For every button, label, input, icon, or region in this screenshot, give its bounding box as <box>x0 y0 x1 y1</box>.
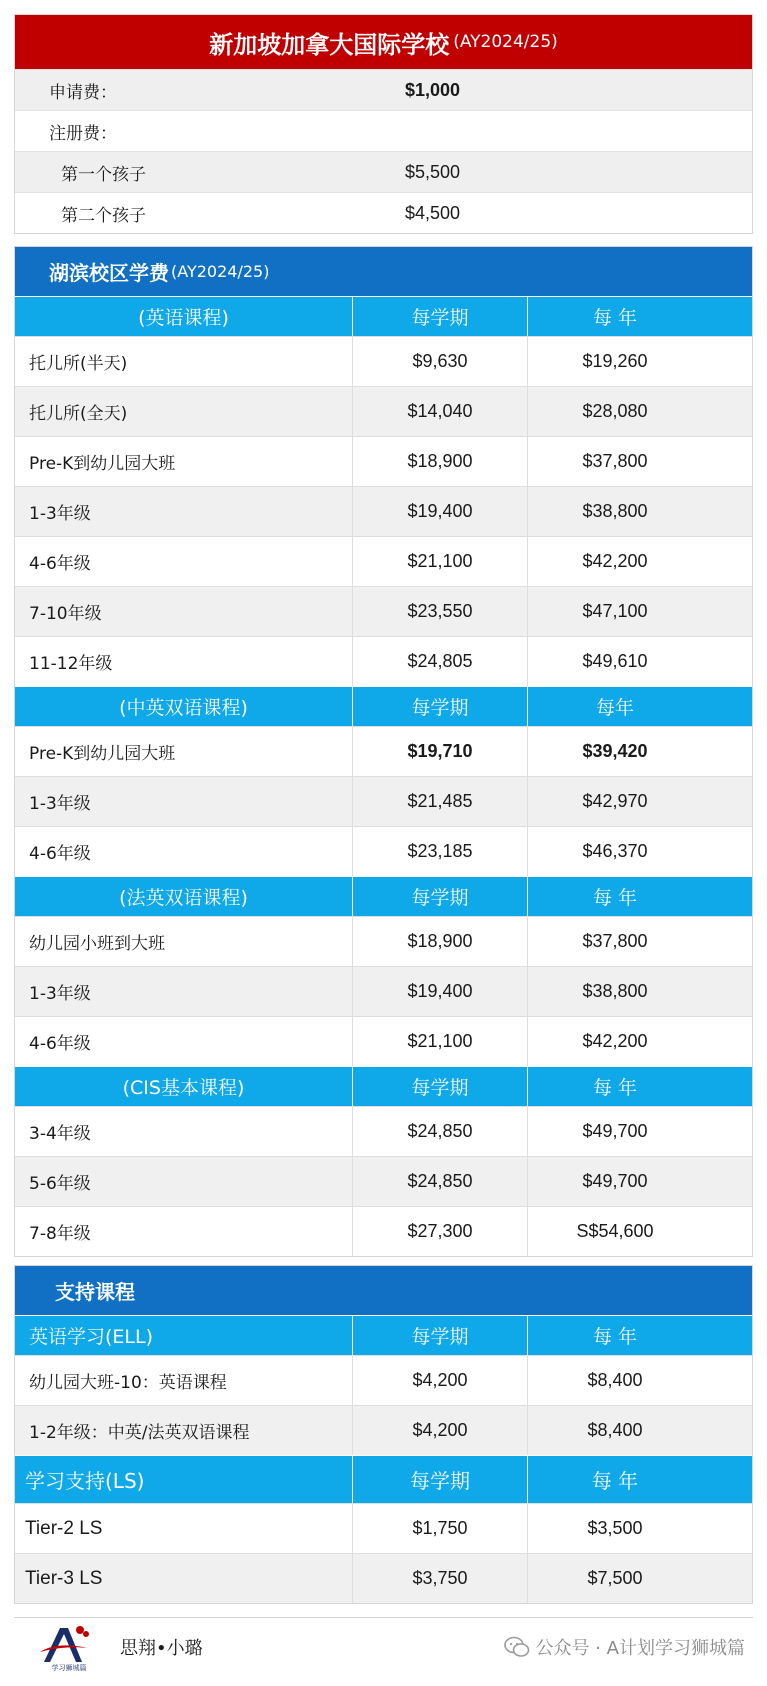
annual-fee: $38,800 <box>582 501 648 521</box>
grade-label: 托儿所(半天) <box>15 337 353 386</box>
semester-fee: $9,630 <box>353 337 528 386</box>
table-row <box>15 1355 752 1405</box>
table-header-chinese-english <box>15 686 752 726</box>
annual-fee: S$54,600 <box>576 1221 654 1241</box>
annual-fee: $39,420 <box>582 741 648 761</box>
table-body-cis-core <box>15 1106 752 1256</box>
table-header-ell <box>15 1315 752 1355</box>
column-per-year: 每 年 <box>592 887 638 909</box>
fee-row-second-child <box>15 192 752 233</box>
annual-fee: $49,700 <box>582 1121 648 1141</box>
fee-row-registration <box>15 110 752 151</box>
table-body-ls <box>15 1503 752 1603</box>
table-body-french-english <box>15 916 752 1066</box>
table-row <box>15 1553 752 1603</box>
table-row <box>15 486 752 536</box>
column-per-year: 每 年 <box>592 307 638 329</box>
tier-label: Tier-3 LS <box>15 1554 353 1603</box>
semester-fee: $23,185 <box>353 827 528 876</box>
table-row <box>15 636 752 686</box>
table-row <box>15 386 752 436</box>
column-per-semester: 每学期 <box>353 687 528 726</box>
table-row <box>15 1503 752 1553</box>
fee-list <box>15 69 752 233</box>
semester-fee: $3,750 <box>353 1554 528 1603</box>
fee-row-application <box>15 69 752 110</box>
semester-fee: $27,300 <box>353 1207 528 1256</box>
semester-fee: $21,100 <box>353 537 528 586</box>
annual-fee: $28,080 <box>582 401 648 421</box>
watermark-text: 公众号 · A计划学习狮城篇 <box>535 1637 745 1659</box>
grade-label: 7-10年级 <box>15 587 353 636</box>
annual-fee: $42,200 <box>582 551 648 571</box>
tier-label: Tier-2 LS <box>15 1504 353 1553</box>
footer <box>14 1617 753 1675</box>
semester-fee: $24,805 <box>353 637 528 686</box>
program-name: (CIS基本课程) <box>15 1067 353 1106</box>
program-name: 学习支持(LS) <box>15 1456 353 1503</box>
grade-label: 5-6年级 <box>15 1157 353 1206</box>
table-row <box>15 726 752 776</box>
annual-fee: $42,200 <box>582 1031 648 1051</box>
semester-fee: $18,900 <box>353 437 528 486</box>
semester-fee: $1,750 <box>353 1504 528 1553</box>
column-per-semester: 每学期 <box>353 1316 528 1355</box>
semester-fee: $4,200 <box>353 1406 528 1455</box>
semester-fee: $14,040 <box>353 387 528 436</box>
table-row <box>15 1405 752 1455</box>
fee-row-first-child <box>15 151 752 192</box>
table-header-cis-core <box>15 1066 752 1106</box>
column-per-semester: 每学期 <box>353 877 528 916</box>
table-row <box>15 916 752 966</box>
watermark <box>504 1634 745 1660</box>
grade-label: 1-3年级 <box>15 777 353 826</box>
grade-label: 幼儿园大班-10：英语课程 <box>15 1356 353 1405</box>
school-fee-block <box>14 14 753 234</box>
table-row <box>15 966 752 1016</box>
fee-label: 第二个孩子 <box>61 205 146 226</box>
table-row <box>15 1206 752 1256</box>
grade-label: 4-6年级 <box>15 537 353 586</box>
grade-label: 1-3年级 <box>15 487 353 536</box>
grade-label: 托儿所(全天) <box>15 387 353 436</box>
semester-fee: $21,485 <box>353 777 528 826</box>
annual-fee: $42,970 <box>582 791 648 811</box>
school-title-bar <box>15 15 752 69</box>
annual-fee: $8,400 <box>587 1420 643 1440</box>
table-row <box>15 776 752 826</box>
annual-fee: $7,500 <box>587 1568 643 1588</box>
brand-logo <box>36 1622 102 1672</box>
grade-label: 1-2年级：中英/法英双语课程 <box>15 1406 353 1455</box>
program-name: (中英双语课程) <box>15 687 353 726</box>
table-row <box>15 586 752 636</box>
column-per-year: 每 年 <box>592 1077 638 1099</box>
grade-label: 4-6年级 <box>15 1017 353 1066</box>
semester-fee: $18,900 <box>353 917 528 966</box>
semester-fee: $4,200 <box>353 1356 528 1405</box>
logo-a-mark-icon <box>36 1622 102 1672</box>
campus-title-bar <box>15 247 752 296</box>
table-row <box>15 1156 752 1206</box>
fee-label: 第一个孩子 <box>61 164 146 185</box>
annual-fee: $37,800 <box>582 451 648 471</box>
campus-title-year: (AY2024/25) <box>171 262 270 281</box>
table-body-english <box>15 336 752 686</box>
wechat-icon <box>504 1636 530 1658</box>
program-name: (英语课程) <box>15 297 353 336</box>
column-per-semester: 每学期 <box>353 1067 528 1106</box>
school-title: 新加坡加拿大国际学校 <box>209 30 450 59</box>
column-per-year: 每 年 <box>591 1469 639 1493</box>
support-title: 支持课程 <box>55 1280 135 1304</box>
table-row <box>15 536 752 586</box>
program-name: (法英双语课程) <box>15 877 353 916</box>
table-body-chinese-english <box>15 726 752 876</box>
table-row <box>15 1016 752 1066</box>
annual-fee: $49,700 <box>582 1171 648 1191</box>
fee-label: 注册费： <box>49 123 117 144</box>
school-title-year: (AY2024/25) <box>453 32 558 52</box>
campus-tuition-block <box>14 246 753 1257</box>
semester-fee: $24,850 <box>353 1107 528 1156</box>
column-per-semester: 每学期 <box>353 1456 528 1503</box>
semester-fee: $24,850 <box>353 1157 528 1206</box>
campus-title: 湖滨校区学费 <box>49 261 169 285</box>
grade-label: 幼儿园小班到大班 <box>15 917 353 966</box>
author-signature: 思翔•小璐 <box>120 1637 203 1659</box>
fee-value: $4,500 <box>405 202 461 223</box>
table-header-french-english <box>15 876 752 916</box>
support-programs-block <box>14 1265 753 1604</box>
table-row <box>15 1106 752 1156</box>
annual-fee: $8,400 <box>587 1370 643 1390</box>
column-per-semester: 每学期 <box>353 297 528 336</box>
table-row <box>15 336 752 386</box>
table-body-ell <box>15 1355 752 1455</box>
grade-label: Pre-K到幼儿园大班 <box>15 437 353 486</box>
annual-fee: $19,260 <box>582 351 648 371</box>
logo-caption: 学习狮城篇 <box>51 1663 87 1672</box>
annual-fee: $38,800 <box>582 981 648 1001</box>
annual-fee: $3,500 <box>587 1518 643 1538</box>
grade-label: Pre-K到幼儿园大班 <box>15 727 353 776</box>
table-row <box>15 826 752 876</box>
grade-label: 3-4年级 <box>15 1107 353 1156</box>
grade-label: 4-6年级 <box>15 827 353 876</box>
column-per-year: 每 年 <box>592 1326 638 1348</box>
table-header-english <box>15 296 752 336</box>
annual-fee: $46,370 <box>582 841 648 861</box>
grade-label: 11-12年级 <box>15 637 353 686</box>
fee-value: $5,500 <box>405 161 461 182</box>
fee-label: 申请费： <box>49 82 117 103</box>
semester-fee: $19,400 <box>353 967 528 1016</box>
semester-fee: $19,710 <box>353 727 528 776</box>
table-header-ls <box>15 1455 752 1503</box>
annual-fee: $49,610 <box>582 651 648 671</box>
program-name: 英语学习(ELL) <box>15 1316 353 1355</box>
table-row <box>15 436 752 486</box>
grade-label: 1-3年级 <box>15 967 353 1016</box>
column-per-year: 每年 <box>595 697 634 719</box>
semester-fee: $19,400 <box>353 487 528 536</box>
semester-fee: $21,100 <box>353 1017 528 1066</box>
fee-value: $1,000 <box>405 79 461 100</box>
annual-fee: $47,100 <box>582 601 648 621</box>
grade-label: 7-8年级 <box>15 1207 353 1256</box>
support-title-bar <box>15 1266 752 1315</box>
annual-fee: $37,800 <box>582 931 648 951</box>
semester-fee: $23,550 <box>353 587 528 636</box>
